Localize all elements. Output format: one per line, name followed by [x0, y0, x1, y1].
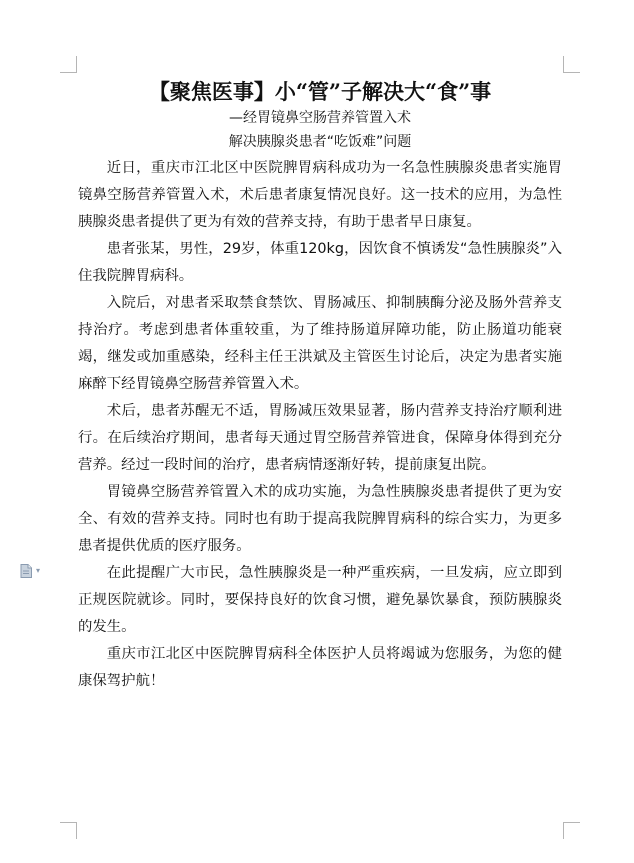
chevron-down-icon[interactable]: ▾ — [36, 566, 41, 575]
paragraph: 胃镜鼻空肠营养管置入术的成功实施，为急性胰腺炎患者提供了更为安全、有效的营养支持。同时也有助于提高我院脾胃病科的综合实力，为更多患者提供优质的医疗服务。 — [78, 484, 562, 554]
article-title: 【聚焦医事】小“管”子解决大“食”事 — [148, 79, 492, 104]
paragraph: 在此提醒广大市民，急性胰腺炎是一种严重疾病，一旦发病，应立即到正规医院就诊。同时，要保持良好的饮食习惯，避免暴饮暴食，预防胰腺炎的发生。 — [78, 565, 562, 635]
paragraph: 术后，患者苏醒无不适，胃肠减压效果显著，肠内营养支持治疗顺利进行。在后续治疗期间，患者每天通过胃空肠营养管进食，保障身体得到充分营养。经过一段时间的治疗，患者病情逐渐好转，提前康复出院。 — [78, 403, 562, 473]
document-body — [78, 77, 562, 695]
paragraph: 近日，重庆市江北区中医院脾胃病科成功为一名急性胰腺炎患者实施胃镜鼻空肠营养管置入术，术后患者康复情况良好。这一技术的应用，为急性胰腺炎患者提供了更为有效的营养支持，有助于患者早日康复。 — [78, 160, 562, 230]
crop-mark-bottom-right — [563, 822, 580, 839]
crop-mark-top-left — [60, 56, 77, 73]
article-subtitle-2: 解决胰腺炎患者“吃饭难”问题 — [228, 134, 412, 150]
paragraph: 入院后，对患者采取禁食禁饮、胃肠减压、抑制胰酶分泌及肠外营养支持治疗。考虑到患者体重较重，为了维持肠道屏障功能，防止肠道功能衰竭，继发或加重感染，经科主任王洪斌及主管医生讨论后，决定为患者实施麻醉下经胃镜鼻空肠营养管置入术。 — [78, 295, 562, 392]
document-icon[interactable] — [20, 564, 32, 578]
paragraph: 重庆市江北区中医院脾胃病科全体医护人员将竭诚为您服务，为您的健康保驾护航！ — [78, 646, 562, 689]
crop-mark-top-right — [563, 56, 580, 73]
crop-mark-bottom-left — [60, 822, 77, 839]
article-subtitle: —经胃镜鼻空肠营养管置入术 — [229, 110, 411, 126]
paragraph: 患者张某，男性，29岁，体重120kg，因饮食不慎诱发“急性胰腺炎”入住我院脾胃病科。 — [78, 241, 562, 284]
